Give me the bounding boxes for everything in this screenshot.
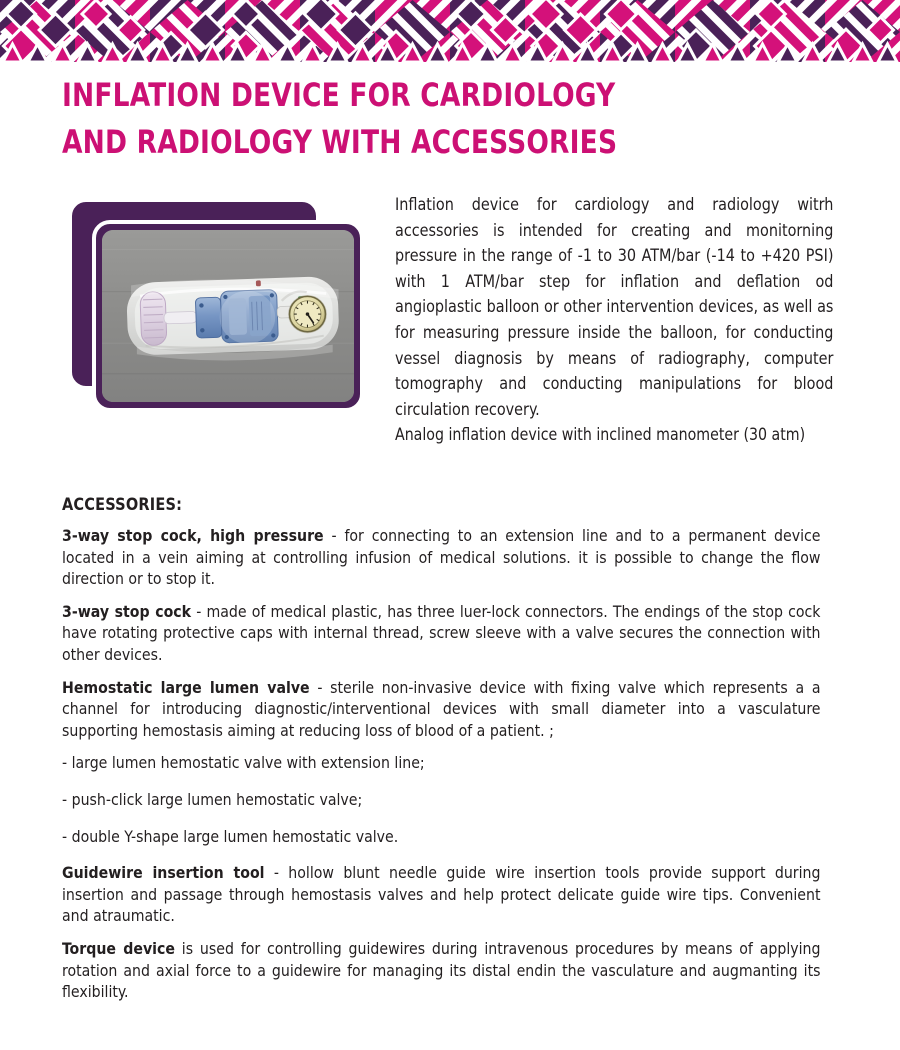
accessory-term: Torque device — [62, 938, 175, 958]
accessory-term: Hemostatic large lumen valve — [62, 677, 310, 697]
accessory-body: is used for controlling guidewires during intravenous procedures by means of applying rotation and axial force to a guidewire for managing its distal endin the vasculature and augmanting its flexibility. — [62, 938, 821, 1002]
accessory-bullet: - push-click large lumen hemostatic valve; — [62, 789, 363, 809]
product-photo — [102, 230, 354, 402]
page-title — [62, 72, 822, 166]
page-title-line-1: INFLATION DEVICE FOR CARDIOLOGY — [62, 76, 616, 114]
accessory-item — [62, 862, 820, 927]
description-subline: Analog inflation device with inclined manometer (30 atm) — [395, 425, 806, 445]
accessory-body: - for connecting to an extension line and to a permanent device located in a vein aiming at controlling infusion of medical solutions. it is possible to change the flow direction or to stop it. — [62, 526, 821, 589]
pattern-svg — [0, 0, 900, 64]
accessory-term: 3-way stop cock, high pressure — [62, 526, 324, 545]
product-figure — [62, 194, 362, 429]
accessory-term: Guidewire insertion tool — [62, 863, 265, 883]
accessory-body: - sterile non-invasive device with fixing valve which represents a a channel for introducing diagnostic/interventional devices with small diameter into a vasculature supporting hemostasis aiming at reducing loss of blood of a patient. ; — [62, 677, 821, 740]
accessories-heading: ACCESSORIES: — [62, 495, 183, 515]
decorative-top-pattern-band — [0, 0, 900, 64]
page-title-line-2: AND RADIOLOGY WITH ACCESSORIES — [62, 123, 618, 161]
accessory-bullet: - large lumen hemostatic valve with extension line; — [62, 753, 425, 773]
photo-frame-front — [92, 220, 364, 412]
product-description — [395, 192, 847, 448]
accessory-term: 3-way stop cock — [62, 601, 192, 621]
accessories-section — [62, 494, 848, 1014]
accessory-body: - hollow blunt needle guide wire insertion tools provide support during insertion and passage through hemostasis valves and help protect delicate guide wire tips. Convenient and atraumatic. — [62, 863, 821, 926]
accessory-bullet: - double Y-shape large lumen hemostatic valve. — [62, 826, 399, 846]
accessory-body: - made of medical plastic, has three luer-lock connectors. The endings of the stop cock have rotating protective caps with internal thread, screw sleeve with a valve secures the connection with other devices. — [62, 601, 821, 664]
accessory-item — [62, 677, 820, 742]
accessory-item — [62, 525, 820, 590]
accessory-item — [62, 601, 820, 666]
product-photo-illustration — [102, 230, 354, 402]
description-paragraph: Inflation device for cardiology and radiology witrh accessories is intended for creating and monitorning pressure in the range of -1 to 30 ATM/bar (-14 to +420 PSI) with 1 ATM/bar step for inflation and deflation od angioplastic balloon or other intervention devices, as well as for measuring pressure inside the balloon, for conducting vessel diagnosis by means of radiography, computer tomography and conducting manipulations for blood circulation recovery. — [395, 195, 834, 419]
accessory-item — [62, 938, 820, 1003]
